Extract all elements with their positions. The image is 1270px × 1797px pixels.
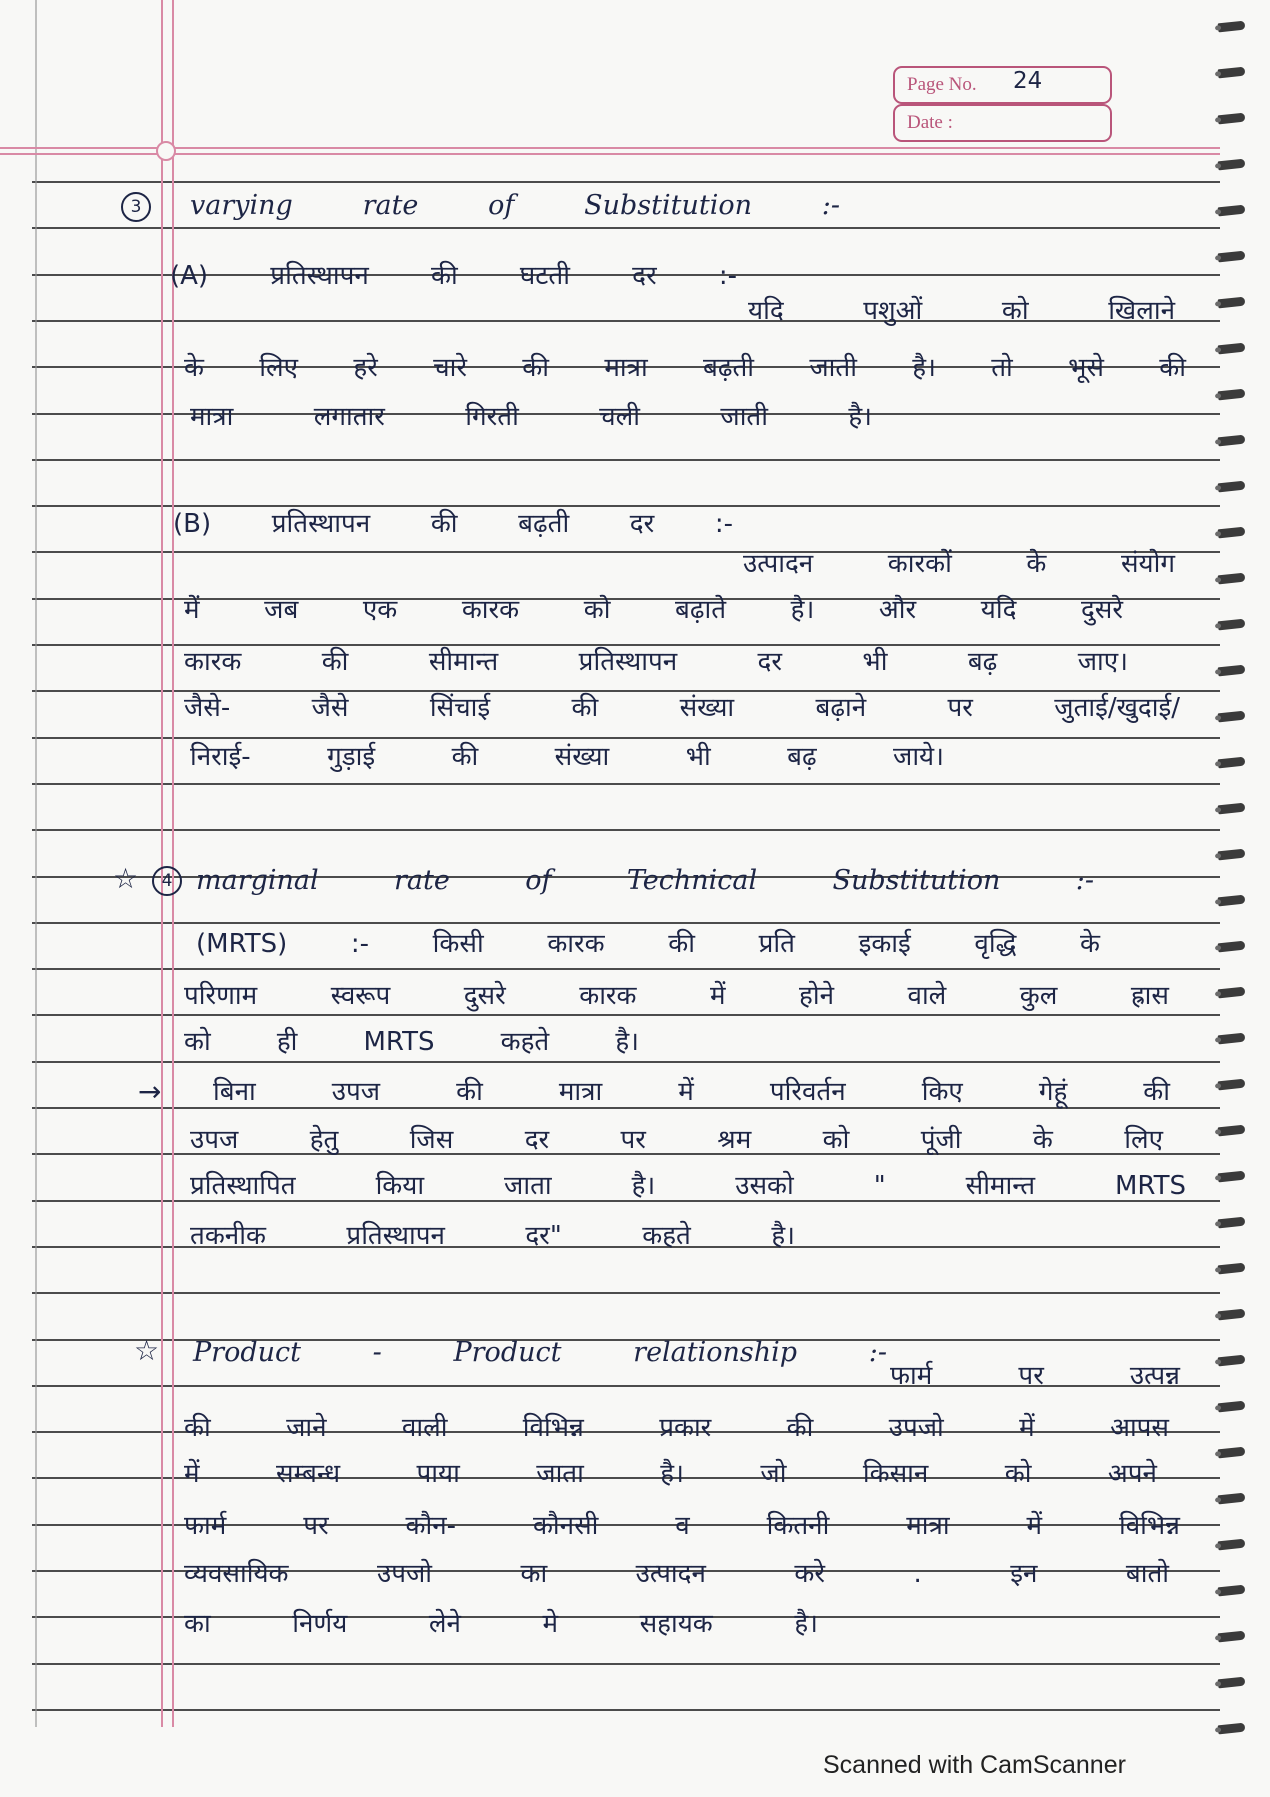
- section-4-line: को ही MRTS कहते है।: [184, 1027, 639, 1057]
- scanner-watermark: Scanned with CamScanner: [823, 1751, 1126, 1779]
- page-number-value: 24: [1013, 68, 1043, 94]
- spiral-binding-hook: [1218, 1447, 1246, 1459]
- star-marker: ☆: [113, 862, 139, 895]
- spiral-binding-hook: [1218, 1631, 1246, 1643]
- spiral-binding-hook: [1218, 1493, 1246, 1505]
- part-b-heading: (B) प्रतिस्थापन की बढ़ती दर :-: [173, 509, 733, 539]
- spiral-binding-hook: [1218, 1401, 1246, 1413]
- ruled-line: [32, 1292, 1220, 1294]
- spiral-binding-hook: [1218, 527, 1246, 539]
- section-5-line: की जाने वाली विभिन्न प्रकार की उपजो में आपस: [184, 1413, 1169, 1443]
- spiral-binding-hook: [1218, 573, 1246, 585]
- ruled-line: [32, 1709, 1220, 1711]
- spiral-binding-hook: [1218, 665, 1246, 677]
- ruled-line: [32, 1014, 1220, 1016]
- spiral-binding-hook: [1218, 1125, 1246, 1137]
- part-a-line: के लिए हरे चारे की मात्रा बढ़ती जाती है। तो भूसे की: [184, 353, 1186, 383]
- spiral-binding-hook: [1218, 1355, 1246, 1367]
- star-marker: ☆: [134, 1334, 160, 1367]
- note-line: उपज हेतु जिस दर पर श्रम को पूंजी के लिए: [190, 1125, 1163, 1155]
- date-box: [893, 104, 1112, 142]
- note-line: तकनीक प्रतिस्थापन दर" कहते है।: [190, 1221, 795, 1251]
- spiral-binding-hook: [1218, 1033, 1246, 1045]
- page-number-box: [893, 66, 1112, 104]
- section-5-line: का निर्णय लेने मे सहायक है।: [184, 1609, 818, 1639]
- section-4-line: (MRTS) :- किसी कारक की प्रति इकाई वृद्धि के: [196, 929, 1100, 959]
- section-5-line: फार्म पर उत्पन्न: [890, 1361, 1180, 1391]
- section-4-line: परिणाम स्वरूप दुसरे कारक में होने वाले कुल ह्रास: [184, 981, 1169, 1011]
- spiral-binding-hook: [1218, 389, 1246, 401]
- section-5-line: में सम्बन्ध पाया जाता है। जो किसान को अपने: [184, 1459, 1157, 1489]
- ruled-line: [32, 1663, 1220, 1665]
- spiral-binding-hook: [1218, 67, 1246, 79]
- ruled-line: [32, 1061, 1220, 1063]
- part-b-line: में जब एक कारक को बढ़ाते है। और यदि दुसरे: [184, 595, 1123, 625]
- ruled-line: [32, 227, 1220, 229]
- spiral-binding-hook: [1218, 619, 1246, 631]
- spiral-binding-hook: [1218, 1171, 1246, 1183]
- spiral-binding-hook: [1218, 849, 1246, 861]
- spiral-binding-hook: [1218, 987, 1246, 999]
- ruled-line: [32, 737, 1220, 739]
- arrow-icon: →: [138, 1075, 162, 1108]
- left-edge-line: [35, 0, 37, 1727]
- margin-line-horizontal: [0, 153, 1220, 155]
- spiral-binding-hook: [1218, 1539, 1246, 1551]
- spiral-binding-hook: [1218, 251, 1246, 263]
- ruled-line: [32, 968, 1220, 970]
- ruled-line: [32, 922, 1220, 924]
- part-b-line: जैसे- जैसे सिंचाई की संख्या बढ़ाने पर जुताई/खुदाई/: [184, 693, 1180, 723]
- part-a-line: मात्रा लगातार गिरती चली जाती है।: [190, 402, 872, 432]
- ruled-line: [32, 829, 1220, 831]
- spiral-binding-hook: [1218, 1217, 1246, 1229]
- part-a-heading: (A) प्रतिस्थापन की घटती दर :-: [170, 261, 737, 291]
- ruled-line: [32, 459, 1220, 461]
- spiral-binding-hook: [1218, 757, 1246, 769]
- spiral-binding-hook: [1218, 113, 1246, 125]
- spiral-binding-hook: [1218, 895, 1246, 907]
- section-4-heading: marginal rate of Technical Substitution :-: [196, 865, 1094, 896]
- spiral-binding-hook: [1218, 481, 1246, 493]
- spiral-binding-hook: [1218, 1263, 1246, 1275]
- spiral-binding-hook: [1218, 343, 1246, 355]
- spiral-binding-hook: [1218, 803, 1246, 815]
- spiral-binding-hook: [1218, 159, 1246, 171]
- spiral-binding-hook: [1218, 1585, 1246, 1597]
- part-b-line: कारक की सीमान्त प्रतिस्थापन दर भी बढ़ जाए।: [184, 647, 1128, 677]
- note-line: बिना उपज की मात्रा में परिवर्तन किए गेहूं की: [213, 1077, 1170, 1107]
- note-line: प्रतिस्थापित किया जाता है। उसको " सीमान्त MRTS: [190, 1171, 1186, 1201]
- spiral-binding-hook: [1218, 1723, 1246, 1735]
- margin-corner-ring: [156, 141, 176, 161]
- section-5-line: फार्म पर कौन- कौनसी व कितनी मात्रा में विभिन्न: [184, 1511, 1180, 1541]
- page-number-label: Page No.: [907, 74, 977, 95]
- part-a-line: यदि पशुओं को खिलाने: [748, 296, 1175, 326]
- spiral-binding-hook: [1218, 1677, 1246, 1689]
- spiral-binding-hook: [1218, 21, 1246, 33]
- spiral-binding-hook: [1218, 1079, 1246, 1091]
- margin-line-vertical: [161, 0, 163, 1727]
- spiral-binding-hook: [1218, 1309, 1246, 1321]
- section-5-line: व्यवसायिक उपजो का उत्पादन करे . इन बातो: [184, 1559, 1169, 1589]
- part-b-line: उत्पादन कारकों के संयोग: [743, 549, 1175, 579]
- spiral-binding-hook: [1218, 435, 1246, 447]
- spiral-binding-hook: [1218, 941, 1246, 953]
- section-number-4: 4: [152, 866, 182, 896]
- section-3-heading: varying rate of Substitution :-: [190, 190, 840, 221]
- date-label: Date :: [907, 112, 953, 133]
- spiral-binding-hook: [1218, 205, 1246, 217]
- section-5-heading: Product - Product relationship :-: [193, 1337, 887, 1368]
- part-b-line: निराई- गुड़ाई की संख्या भी बढ़ जाये।: [190, 742, 944, 772]
- spiral-binding-hook: [1218, 297, 1246, 309]
- ruled-line: [32, 783, 1220, 785]
- ruled-line: [32, 181, 1220, 183]
- spiral-binding-hook: [1218, 711, 1246, 723]
- section-number-3: 3: [121, 192, 151, 222]
- margin-line-horizontal: [0, 147, 1220, 149]
